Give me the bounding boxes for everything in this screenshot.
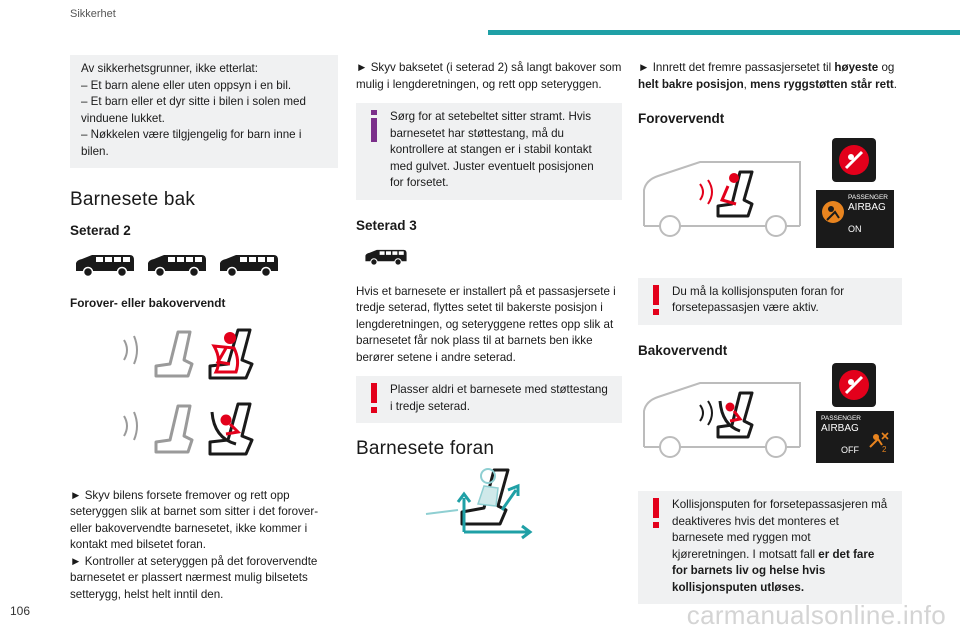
airbag-label-icon	[816, 190, 894, 248]
page-number: 106	[10, 604, 31, 618]
heading-rearward: Bakovervendt	[638, 342, 728, 358]
warning-notice-text: Plasser aldri et barnesete med støttestang i tredje seterad.	[390, 383, 608, 413]
car-interior-icon	[640, 381, 806, 461]
forward-figure	[638, 138, 902, 262]
safety-box-item: – Et barn eller et dyr sitte i bilen i solen med vinduene lukket.	[81, 95, 306, 125]
warning-notice	[356, 376, 622, 423]
watermark: carmanualsonline.info	[686, 600, 946, 630]
text-bold: høyeste	[834, 61, 879, 74]
warning-icon	[650, 498, 662, 530]
airbag-label-icon	[816, 411, 894, 463]
airbag-disabled-icon	[832, 138, 876, 182]
van-icon	[74, 251, 136, 279]
heading-row-2: Seterad 2	[70, 222, 131, 238]
warning-icon	[368, 383, 380, 415]
safety-box-item: – Nøkkelen være tilgjengelig for barn inne i bilen.	[81, 128, 302, 158]
airbag-line3: ON	[848, 223, 862, 234]
text-run: og	[878, 61, 895, 74]
airbag-line2: AIRBAG	[848, 201, 886, 213]
text-run: Kollisjonsputen for forsetepassasjeren må deaktiveres hvis det monteres et barnesete med ryggen mot kjøreretningen. I motsatt fall	[672, 498, 888, 561]
car-interior-icon	[640, 160, 806, 240]
warning-notice-text	[672, 497, 890, 596]
text-run: ,	[743, 77, 751, 91]
warning-notice	[638, 491, 902, 604]
seat-adjust-icon	[424, 462, 534, 540]
airbag-off-icon	[866, 429, 890, 453]
instruction-step: ► Skyv baksetet (i seterad 2) så langt bakover som mulig i lengderetningen, og rett opp seteryggen.	[356, 61, 622, 91]
airbag-on-icon	[821, 200, 845, 224]
van-icon	[218, 251, 280, 279]
column-left	[70, 55, 338, 603]
van-icon	[364, 246, 408, 268]
text-bold: mens ryggstøtten står rett	[750, 77, 894, 91]
info-notice-text: Sørg for at setebeltet sitter stramt. Hvis barnesetet har støttestang, må du kontrollere at stangen er i stabil kontakt med gulvet. Juster eventuelt posisjonen for forsetet.	[390, 110, 594, 189]
instruction-step: ► Kontroller at seteryggen på det forovervendte barnesetet er plassert nærmest mulig bilsetets setterygg, helst helt inntil den.	[70, 554, 318, 601]
airbag-line1: PASSENGER	[848, 193, 888, 201]
info-icon	[368, 110, 380, 142]
row3-text: Hvis et barnesete er installert på et passasjersete i tredje seterad, flyttes setet til bakerste posisjon i lengderetningen, og seteryggene rettes opp slik at barnesetet får nok plass til at barnets ben ikke berører setene i andre seterad.	[356, 284, 616, 364]
text-bold: er det fare for barnets liv og helse hvis kollisjonsputen utløses.	[672, 547, 875, 594]
heading-rear-seat: Barnesete bak	[70, 189, 196, 210]
safety-box	[70, 55, 338, 168]
column-right	[638, 60, 902, 604]
instruction-step: ► Skyv bilens forsete fremover og rett opp seteryggen slik at barnet som sitter i det forover- eller bakovervendte barnesetet, ikke kommer i kontakt med bilsetet foran.	[70, 488, 319, 551]
text-run: ► Innrett det fremre passasjersetet til	[638, 61, 835, 74]
rearward-figure	[638, 367, 902, 477]
safety-box-item: – Et barn alene eller uten oppsyn i en bil.	[81, 78, 292, 92]
info-notice	[356, 103, 622, 200]
text-bold: helt bakre posisjon	[638, 77, 744, 91]
airbag-disabled-icon	[832, 363, 876, 407]
van-icons-row	[74, 251, 338, 279]
warning-icon	[650, 285, 662, 317]
header-accent-bar	[488, 30, 960, 35]
airbag-line3: OFF	[841, 445, 859, 455]
child-seat-icon	[118, 320, 278, 468]
warning-notice-text: Du må la kollisjonsputen foran for forsetepassasjen være aktiv.	[672, 284, 845, 314]
instruction-step	[638, 60, 902, 93]
column-middle	[356, 60, 622, 540]
safety-box-intro: Av sikkerhetsgrunner, ikke etterlat:	[81, 62, 258, 75]
airbag-line1: PASSENGER	[821, 415, 861, 422]
heading-forward: Forovervendt	[638, 111, 725, 126]
svg-text:2: 2	[882, 445, 887, 453]
heading-orientation: Forover- eller bakovervendt	[70, 296, 226, 310]
heading-front-seat: Barnesete foran	[356, 438, 495, 459]
heading-row-3: Seterad 3	[356, 217, 417, 233]
van-icon	[146, 251, 208, 279]
running-header: Sikkerhet	[70, 8, 116, 20]
airbag-line2: AIRBAG	[821, 423, 859, 434]
text-run: .	[893, 77, 898, 91]
warning-notice	[638, 278, 902, 325]
